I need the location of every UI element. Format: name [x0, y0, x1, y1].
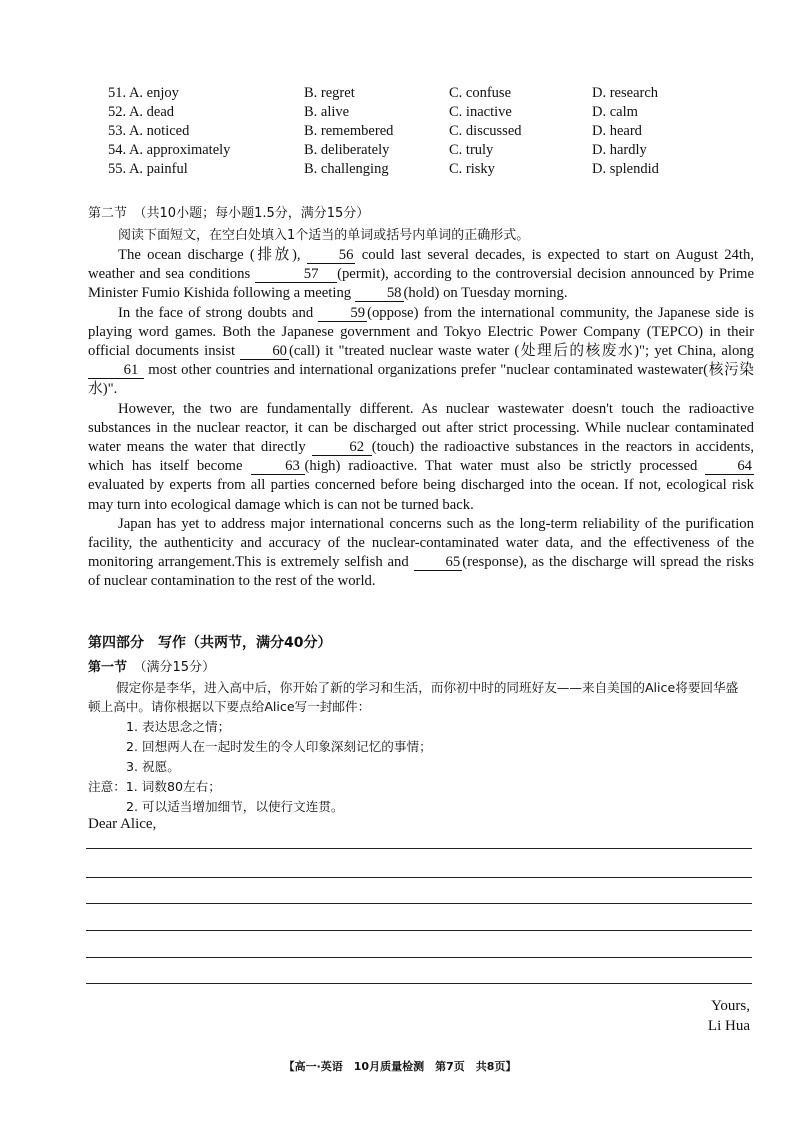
blank-57[interactable]: 57 [255, 267, 337, 283]
answer-line[interactable] [86, 903, 752, 904]
option-c: C. risky [449, 161, 495, 177]
writing-section1-heading: 第一节 （满分15分） [88, 660, 216, 675]
options-table [108, 84, 768, 179]
letter-greeting: Dear Alice, [88, 816, 157, 832]
answer-line[interactable] [86, 983, 752, 984]
option-a: 52. A. dead [108, 104, 175, 120]
blank-62[interactable]: 62 [312, 440, 372, 456]
option-c: C. truly [449, 142, 494, 158]
option-b: B. remembered [304, 123, 394, 139]
blank-63[interactable]: 63 [251, 459, 305, 475]
option-b: B. regret [304, 85, 355, 101]
option-d: D. heard [592, 123, 642, 139]
paragraph-3: However, the two are fundamentally different. As nuclear wastewater doesn't touch the radioactive substances in the nuclear reactor, it can be discharged out after strict processing. While nuclear contaminated water means the water that directly 62 (touch) the radioactive substances in the reactors in accidents, which has itself become 63 (high) radioactive. That water must also be strictly processed 64 evaluated by experts from all parties concerned before being discharged into the ocean. If not, ecological risk may turn into ecological damage which is can not be turned back. [88, 400, 754, 513]
blank-56[interactable]: 56 [307, 248, 356, 264]
paragraph-4: Japan has yet to address major international concerns such as the long-term reliability of the purification facility, the authenticity and accuracy of the nuclear-contaminated water data, and the effectiveness of the monitoring arrangement.This is extremely selfish and 65 (response), as the discharge will spread the risks of nuclear contamination to the rest of the world. [88, 515, 754, 590]
option-row-54 [108, 141, 768, 160]
blank-65[interactable]: 65 [414, 555, 463, 571]
answer-line[interactable] [86, 848, 752, 849]
page-footer: 【高一·英语 10月质量检测 第7页 共8页】 [283, 1060, 517, 1073]
option-a: 51. A. enjoy [108, 85, 179, 101]
point-1: 1. 表达思念之情； [126, 719, 231, 734]
option-a: 55. A. painful [108, 161, 188, 177]
letter-closing: Yours, [711, 998, 750, 1014]
option-row-52 [108, 103, 768, 122]
note-1: 注意：1. 词数80左右； [88, 779, 221, 794]
option-d: D. research [592, 85, 659, 101]
answer-line[interactable] [86, 957, 752, 958]
section2-heading: 第二节 （共10小题；每小题1.5分，满分15分） [88, 206, 370, 221]
note-2: 2. 可以适当增加细节，以使行文连贯。 [126, 799, 344, 814]
option-d: D. calm [592, 104, 638, 120]
section2-instruction: 阅读下面短文，在空白处填入1个适当的单词或括号内单词的正确形式。 [118, 228, 530, 243]
point-3: 3. 祝愿。 [126, 759, 180, 774]
option-b: B. deliberately [304, 142, 390, 158]
answer-line[interactable] [86, 930, 752, 931]
point-2: 2. 回想两人在一起时发生的令人印象深刻记忆的事情； [126, 739, 432, 754]
reading-passage [88, 246, 754, 592]
option-b: B. alive [304, 104, 350, 120]
answer-line[interactable] [86, 877, 752, 878]
option-row-51 [108, 84, 768, 103]
option-c: C. confuse [449, 85, 512, 101]
option-d: D. splendid [592, 161, 659, 177]
paragraph-1: The ocean discharge (排放), 56 could last several decades, is expected to start on August 24th, weather and sea conditions 57 (permit), according to the controversial decision announced by Prime Minister Fumio Kishida following a meeting 58 (hold) on Tuesday morning. [88, 247, 755, 302]
option-d: D. hardly [592, 142, 647, 158]
option-c: C. discussed [449, 123, 522, 139]
option-a: 54. A. approximately [108, 142, 231, 158]
option-c: C. inactive [449, 104, 512, 120]
option-a: 53. A. noticed [108, 123, 190, 139]
blank-64[interactable]: 64 [705, 459, 754, 475]
blank-60[interactable]: 60 [240, 344, 289, 360]
option-row-53 [108, 122, 768, 141]
blank-58[interactable]: 58 [355, 286, 404, 302]
option-row-55 [108, 160, 768, 179]
letter-signature: Li Hua [707, 1018, 750, 1034]
option-b: B. challenging [304, 161, 389, 177]
writing-part-title: 第四部分 写作（共两节，满分40分） [88, 635, 332, 651]
paragraph-2: In the face of strong doubts and 59 (oppose) from the international community, the Japanese side is playing word games. Both the Japanese government and Tokyo Electric Power Company (TEPCO) in their official documents insist 60 (call) it "treated nuclear waste water (处理后的核废水)"; yet China, along 61 most other countries and international organizations prefer "nuclear contaminated wastewater(核污染水)". [88, 304, 754, 398]
writing-prompt: 假定你是李华，进入高中后，你开始了新的学习和生活，而你初中时的同班好友——来自美国的Alice将要回华盛顿上高中。请你根据以下要点给Alice写一封邮件： [88, 680, 739, 714]
blank-59[interactable]: 59 [318, 306, 367, 322]
blank-61[interactable]: 61 [88, 363, 144, 379]
